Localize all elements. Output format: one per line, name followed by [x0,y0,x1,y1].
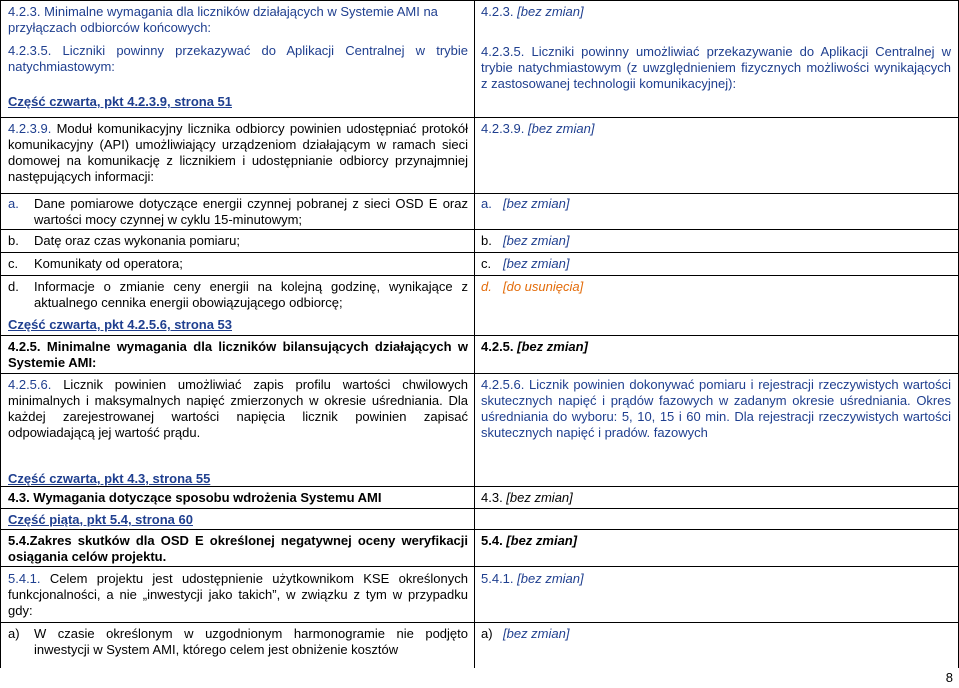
change-tag: [bez zmian] [503,196,570,211]
section-number: 5.4. [481,533,503,548]
right-row-425 [481,339,951,355]
paragraph-4235 [8,43,468,75]
change-tag-removed: [do usunięcia] [503,279,584,294]
right-row-4256 [481,377,951,441]
change-tag: [bez zmian] [503,626,570,641]
change-tag: [bez zmian] [513,339,588,354]
paragraph-text: Licznik powinien umożliwiać zapis profilu wartości chwilowych minimalnych i maksymalnych napięć zmierzonych w okresie uśredniania. Dla każdej zarejestrowanej wartości napięcia licznik powinien zapisać odpowiadającą jej wartość prądu. [8,377,468,440]
change-tag: [bez zmian] [502,533,578,548]
list-marker: c. [8,256,19,271]
section-number: 4.2.3.9. [481,121,525,136]
section-number: 4.2.3.5. [481,44,525,59]
list-marker: a) [481,626,493,641]
section-number: 5.4.1. [8,571,41,586]
list-marker: b. [481,233,492,248]
change-tag: [bez zmian] [503,233,570,248]
left-item-c [8,256,468,272]
right-row-423 [481,4,951,20]
section-number: 4.2.3.9. [8,121,52,136]
page-number: 8 [945,670,953,685]
change-tag: [bez zmian] [524,121,595,136]
change-tag: [bez zmian] [502,490,573,505]
section-number: 4.2.5. [481,339,514,354]
left-row-4235 [8,4,468,110]
section-heading-423: 4.2.3. Minimalne wymagania dla liczników działających w Systemie AMI na przyłączach odbiorców końcowych: [8,4,438,35]
change-tag: [bez zmian] [513,4,584,19]
right-item-a2 [481,626,951,642]
right-row-54 [481,533,951,549]
left-row-541 [8,571,468,619]
left-item-d-block [8,279,468,333]
row-line [0,0,959,1]
change-tag: [bez zmian] [503,256,570,271]
row-line [0,508,959,509]
paragraph-text: Licznik powinien dokonywać pomiaru i rejestracji rzeczywistych wartości skutecznych napięć i prądów fazowych w zadanym okresie uśredniania. Okres uśredniania do wyboru: 5, 10, 15 i 60 min. Dla rejestracji rzeczywistych wartości skutecznych napięć i pradów. fazowych [481,377,951,440]
left-row-43: 4.3. Wymagania dotyczące sposobu wdrożenia Systemu AMI [8,490,382,505]
right-row-4235 [481,44,951,92]
left-row-425: 4.2.5. Minimalne wymagania dla liczników bilansujących działających w Systemie AMI: [8,339,468,370]
list-marker: d. [8,279,19,294]
row-line [0,622,959,623]
right-row-43 [481,490,951,506]
left-row-54: 5.4.Zakres skutków dla OSD E określonej negatywnej oceny weryfikacji osiągania celów projektu. [8,533,468,564]
section-number: 4.2.3.5. [8,43,52,58]
list-item-text: Informacje o zmianie ceny energii na kolejną godzinę, wynikające z aktualnego cennika energii obowiązującego odbiorcę; [34,279,468,310]
section-number: 4.2.3. [481,4,514,19]
section-number: 4.2.5.6. [481,377,525,392]
left-item-a [8,196,468,228]
right-item-b [481,233,951,249]
part-reference-link[interactable]: Część czwarta, pkt 4.2.5.6, strona 53 [8,317,232,332]
list-item-text: W czasie określonym w uzgodnionym harmonogramie nie podjęto inwestycji w System AMI, którego celem jest obniżenie kosztów [34,626,468,657]
list-item-text: Komunikaty od operatora; [34,256,183,271]
section-number: 5.4.1. [481,571,514,586]
right-item-a [481,196,951,212]
section-number: 4.2.5.6. [8,377,52,392]
left-item-b [8,233,468,249]
paragraph-text: Liczniki powinny przekazywać do Aplikacji Centralnej w trybie natychmiastowym: [8,43,468,74]
row-line [0,252,959,253]
row-line [0,566,959,567]
paragraph-text: Moduł komunikacyjny licznika odbiorcy powinien udostępniać protokół komunikacyjny (API) umożliwiający urządzeniom działającym w ramach sieci domowej na komunikację z licznikiem i udostępnianie odbiorcy przynajmniej następujących informacji: [8,121,468,184]
paragraph-text: Liczniki powinny umożliwiać przekazywanie do Aplikacji Centralnej w trybie natychmiastowym (z uwzględnieniem fizycznych możliwości wynikających z zastosowanej technologii komunikacyjnej): [481,44,951,91]
row-line [0,335,959,336]
list-marker: c. [481,256,492,271]
list-marker: b. [8,233,19,248]
right-row-4239 [481,121,951,137]
right-item-c [481,256,951,272]
row-line [0,193,959,194]
paragraph-text: Celem projektu jest udostępnienie użytkownikom KSE określonych funkcjonalności, a nie „inwestycji jako takich”, w związku z tym w przypadku gdy: [8,571,468,618]
list-marker: a. [481,196,492,211]
part-reference-link[interactable]: Część czwarta, pkt 4.2.3.9, strona 51 [8,94,232,109]
row-line [0,275,959,276]
change-tag: [bez zmian] [513,571,584,586]
list-item-text: Dane pomiarowe dotyczące energii czynnej pobranej z sieci OSD E oraz wartości mocy czynnej w cyklu 15-minutowym; [34,196,468,227]
list-item-text: Datę oraz czas wykonania pomiaru; [34,233,240,248]
list-marker: a. [8,196,19,211]
part-reference-link[interactable]: Część czwarta, pkt 4.3, strona 55 [8,471,211,486]
right-row-541 [481,571,951,587]
table-column-divider [474,0,475,668]
row-line [0,529,959,530]
right-item-d [481,279,951,295]
left-row-4256 [8,377,468,487]
table-border-left [0,0,1,668]
row-line [0,229,959,230]
section-number: 4.3. [481,490,503,505]
left-row-4239 [8,121,468,185]
list-marker: d. [481,279,492,294]
row-line [0,373,959,374]
row-line [0,117,959,118]
part-reference-link[interactable]: Część piąta, pkt 5.4, strona 60 [8,512,193,527]
left-item-a2 [8,626,468,658]
list-marker: a) [8,626,20,641]
